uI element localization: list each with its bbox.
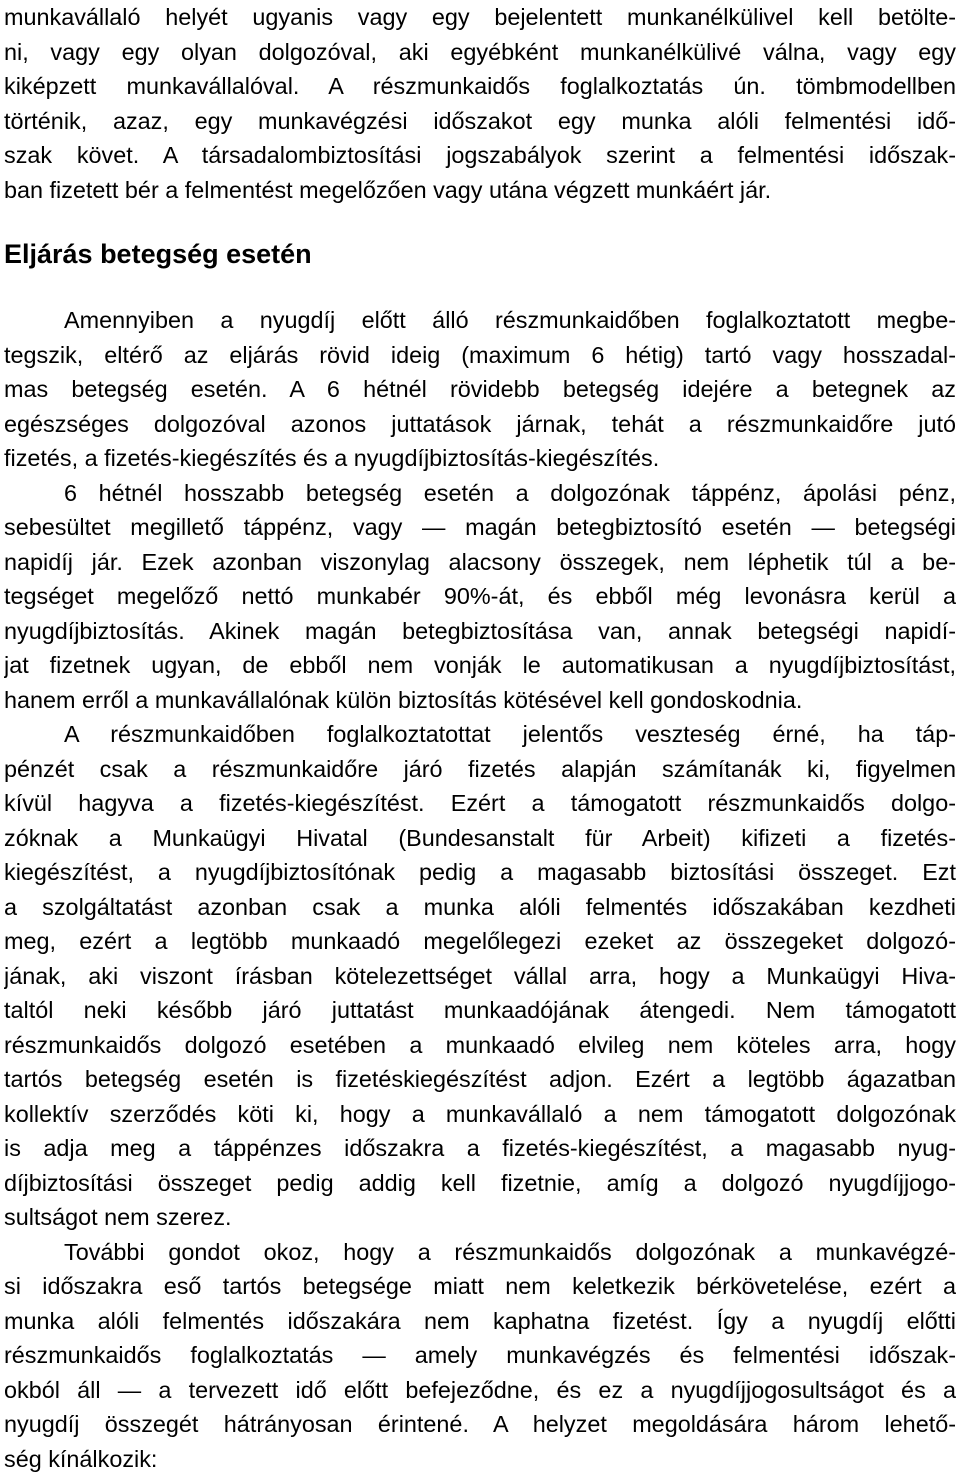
text-line: si időszakra eső tartós betegsége miatt nem keletkezik bérkövetelése, ezért a xyxy=(4,1269,956,1304)
text-line: munka alóli felmentés időszakára nem kaphatna fizetést. Így a nyugdíj előtti xyxy=(4,1304,956,1339)
text-line: meg, ezért a legtöbb munkaadó megelőlegezi ezeket az összegeket dolgozó- xyxy=(4,924,956,959)
text-line: zóknak a Munkaügyi Hivatal (Bundesanstalt für Arbeit) kifizeti a fizetés- xyxy=(4,821,956,856)
text-line: A részmunkaidőben foglalkoztatottat jelentős veszteség érné, ha táp- xyxy=(4,717,956,752)
text-line: mas betegség esetén. A 6 hétnél rövidebb betegség idejére a betegnek az xyxy=(4,372,956,407)
text-line: jat fizetnek ugyan, de ebből nem vonják le automatikusan a nyugdíjbiztosítást, xyxy=(4,648,956,683)
text-line: kiképzett munkavállalóval. A részmunkaidős foglalkoztatás ún. tömbmodellben xyxy=(4,69,956,104)
text-line: történik, azaz, egy munkavégzési időszakot egy munka alóli felmentési idő- xyxy=(4,104,956,139)
text-line: munkavállaló helyét ugyanis vagy egy bejelentett munkanélkülivel kell betölte- xyxy=(4,0,956,35)
text-line: napidíj jár. Ezek azonban viszonylag alacsony összegek, nem léphetik túl a be- xyxy=(4,545,956,580)
text-line: ség kínálkozik: xyxy=(4,1442,956,1476)
paragraph-3 xyxy=(4,717,956,1235)
text-line: egészséges dolgozóval azonos juttatások járnak, tehát a részmunkaidőre jutó xyxy=(4,407,956,442)
text-line: pénzét csak a részmunkaidőre járó fizetés alapján számítanák ki, figyelmen xyxy=(4,752,956,787)
text-line: részmunkaidős dolgozó esetében a munkaadó elvileg nem köteles arra, hogy xyxy=(4,1028,956,1063)
text-line: sultságot nem szerez. xyxy=(4,1200,956,1235)
text-line: Amennyiben a nyugdíj előtt álló részmunkaidőben foglalkoztatott megbe- xyxy=(4,303,956,338)
text-line: fizetés, a fizetés-kiegészítés és a nyugdíjbiztosítás-kiegészítés. xyxy=(4,441,956,476)
text-line: okból áll — a tervezett idő előtt befejeződne, és ez a nyugdíjjogosultságot és a xyxy=(4,1373,956,1408)
text-line: kollektív szerződés köti ki, hogy a munkavállaló a nem támogatott dolgozónak xyxy=(4,1097,956,1132)
text-line: is adja meg a táppénzes időszakra a fizetés-kiegészítést, a magasabb nyug- xyxy=(4,1131,956,1166)
text-line: díjbiztosítási összeget pedig addig kell fizetnie, amíg a dolgozó nyugdíjjogo- xyxy=(4,1166,956,1201)
text-line: További gondot okoz, hogy a részmunkaidős dolgozónak a munkavégzé- xyxy=(4,1235,956,1270)
text-line: tartós betegség esetén is fizetéskiegészítést adjon. Ezért a legtöbb ágazatban xyxy=(4,1062,956,1097)
text-line: taltól neki később járó juttatást munkaadójának átengedi. Nem támogatott xyxy=(4,993,956,1028)
text-line: szak követ. A társadalombiztosítási jogszabályok szerint a felmentési időszak- xyxy=(4,138,956,173)
intro-paragraph xyxy=(4,0,956,207)
text-line: kiegészítést, a nyugdíjbiztosítónak pedig a magasabb biztosítási összeget. Ezt xyxy=(4,855,956,890)
document-page xyxy=(4,0,956,1476)
text-line: a szolgáltatást azonban csak a munka alóli felmentés időszakában kezdheti xyxy=(4,890,956,925)
paragraph-4 xyxy=(4,1235,956,1476)
text-line: kívül hagyva a fizetés-kiegészítést. Ezért a támogatott részmunkaidős dolgo- xyxy=(4,786,956,821)
text-line: sebesültet megillető táppénz, vagy — magán betegbiztosító esetén — betegségi xyxy=(4,510,956,545)
text-line: jának, aki viszont írásban kötelezettséget vállal arra, hogy a Munkaügyi Hiva- xyxy=(4,959,956,994)
section-heading: Eljárás betegség esetén xyxy=(4,237,956,271)
text-line: 6 hétnél hosszabb betegség esetén a dolgozónak táppénz, ápolási pénz, xyxy=(4,476,956,511)
paragraph-2 xyxy=(4,476,956,718)
text-line: részmunkaidős foglalkoztatás — amely munkavégzés és felmentési időszak- xyxy=(4,1338,956,1373)
text-line: tegszik, eltérő az eljárás rövid ideig (maximum 6 hétig) tartó vagy hosszadal- xyxy=(4,338,956,373)
text-line: hanem erről a munkavállalónak külön biztosítás kötésével kell gondoskodnia. xyxy=(4,683,956,718)
text-line: tegséget megelőző nettó munkabér 90%-át, és ebből még levonásra kerül a xyxy=(4,579,956,614)
text-line: nyugdíj összegét hátrányosan érintené. A helyzet megoldására három lehető- xyxy=(4,1407,956,1442)
paragraph-1 xyxy=(4,303,956,476)
text-line: ban fizetett bér a felmentést megelőzően vagy utána végzett munkáért jár. xyxy=(4,173,956,208)
text-line: ni, vagy egy olyan dolgozóval, aki egyébként munkanélkülivé válna, vagy egy xyxy=(4,35,956,70)
text-line: nyugdíjbiztosítás. Akinek magán betegbiztosítása van, annak betegségi napidí- xyxy=(4,614,956,649)
